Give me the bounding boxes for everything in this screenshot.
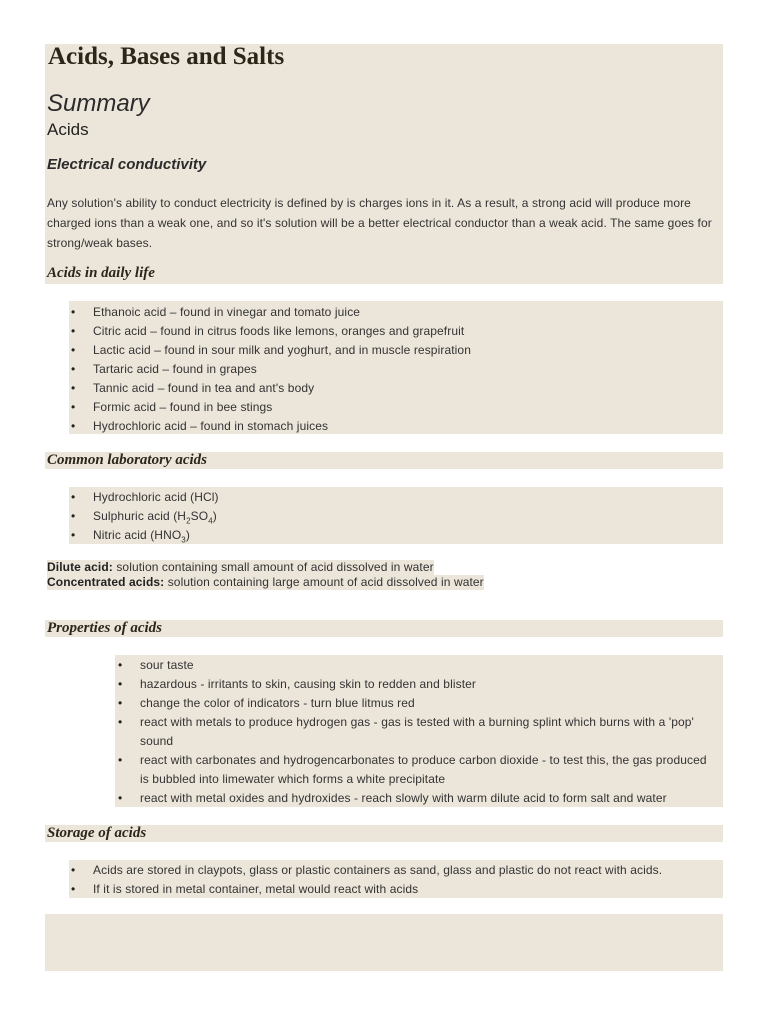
bullet-icon: • (71, 362, 76, 376)
bullet-icon: • (118, 715, 123, 729)
bullet-icon: • (71, 343, 76, 357)
list-item: • change the color of indicators - turn blue litmus red (140, 694, 715, 713)
bullet-icon: • (71, 324, 76, 338)
list-item: • hazardous - irritants to skin, causing skin to redden and blister (140, 675, 715, 694)
bullet-icon: • (118, 696, 123, 710)
storage-heading: Storage of acids (47, 825, 147, 841)
daily-life-list-block (69, 301, 723, 434)
bullet-icon: • (71, 509, 76, 523)
list-item: • sour taste (140, 656, 715, 675)
daily-life-list (71, 303, 713, 436)
list-item: • Hydrochloric acid – found in stomach juices (93, 417, 713, 436)
bullet-icon: • (71, 490, 76, 504)
list-item: • Formic acid – found in bee stings (93, 398, 713, 417)
bullet-icon: • (118, 753, 123, 767)
list-item: • react with metal oxides and hydroxides - reach slowly with warm dilute acid to form salt and water (140, 789, 715, 808)
storage-heading-bar (45, 825, 723, 842)
document-title: Acids, Bases and Salts (48, 43, 285, 70)
list-item: • Lactic acid – found in sour milk and yoghurt, and in muscle respiration (93, 341, 713, 360)
bullet-icon: • (118, 677, 123, 691)
lab-acids-heading: Common laboratory acids (47, 452, 208, 468)
summary-heading: Summary (47, 90, 150, 117)
list-item: • Tartaric acid – found in grapes (93, 360, 713, 379)
bullet-icon: • (71, 419, 76, 433)
bullet-icon: • (71, 882, 76, 896)
list-item: • Acids are stored in claypots, glass or plastic containers as sand, glass and plastic do not react with acids. (93, 861, 713, 880)
concentrated-acid-definition: Concentrated acids: solution containing large amount of acid dissolved in water (47, 575, 484, 589)
list-item: • Sulphuric acid $(H_2SO_4)$ (71, 509, 217, 526)
electrical-conductivity-text: Any solution's ability to conduct electricity is defined by is charges ions in it. As a result, a strong acid will produce more charged ions than a weak one, and so it's solution will be a better electrical conductor than a weak acid. The same goes for strong/weak bases. (47, 196, 712, 250)
bullet-icon: • (71, 528, 76, 542)
list-item: • Citric acid – found in citrus foods like lemons, oranges and grapefruit (93, 322, 713, 341)
list-item: • Hydrochloric acid (HCl) (93, 488, 713, 507)
dilute-acid-definition: Dilute acid: solution containing small amount of acid dissolved in water (47, 560, 434, 574)
storage-list-block (69, 860, 723, 898)
lab-acids-list (71, 488, 713, 545)
list-item: • If it is stored in metal container, metal would react with acids (93, 880, 713, 899)
acids-heading: Acids (47, 120, 89, 139)
daily-life-heading: Acids in daily life (47, 265, 155, 281)
bullet-icon: • (71, 305, 76, 319)
list-item: • react with carbonates and hydrogencarbonates to produce carbon dioxide - to test this, the gas produced is bubbled into limewater which forms a white precipitate (118, 753, 707, 786)
bottom-block (45, 914, 723, 971)
electrical-conductivity-heading: Electrical conductivity (47, 156, 207, 173)
list-item: • Ethanoic acid – found in vinegar and tomato juice (93, 303, 713, 322)
bullet-icon: • (71, 400, 76, 414)
storage-list (71, 861, 713, 899)
bullet-icon: • (118, 791, 123, 805)
bullet-icon: • (71, 381, 76, 395)
lab-acids-list-block (69, 487, 723, 544)
properties-heading: Properties of acids (47, 620, 162, 636)
list-item: • Nitric acid $(HNO_3)$ (71, 528, 190, 545)
list-item: • react with metals to produce hydrogen gas - gas is tested with a burning splint which burns with a 'pop' sound (118, 715, 694, 748)
bullet-icon: • (118, 658, 123, 672)
properties-list (118, 656, 715, 808)
properties-list-block (115, 655, 723, 807)
list-item: • Tannic acid – found in tea and ant's body (93, 379, 713, 398)
bullet-icon: • (71, 863, 76, 877)
